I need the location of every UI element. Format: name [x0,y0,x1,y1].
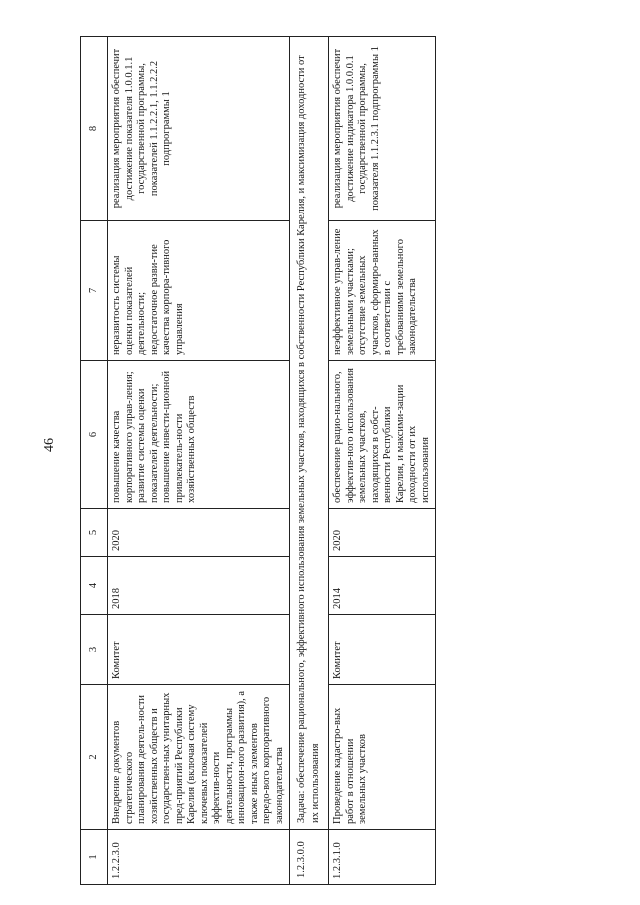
col-header: 4 [81,557,108,615]
row-name: Проведение кадастро-вых работ в отношении земельных участков [329,685,436,830]
table-row [108,37,290,885]
row-code: 1.2.3.1.0 [329,830,436,885]
row-code: 1.2.2.3.0 [108,830,290,885]
row-start-year: 2014 [329,557,436,615]
col-header: 1 [81,830,108,885]
col-header: 7 [81,221,108,361]
row-executor: Комитет [108,615,290,685]
row-end-year: 2020 [108,509,290,557]
row-end-year: 2020 [329,509,436,557]
col-header: 2 [81,685,108,830]
header-row [81,37,108,885]
row-name: Внедрение документов стратегического планирования деятель-ности хозяйственных обществ и государствен-ных унитарных пред-приятий Республики Карелия (включая систему ключевых показателей эффектив-ности деятельности, программы инновацион-ного развития), а также иных элементов передо-вого корпоративного законодательства [108,685,290,830]
col-header: 3 [81,615,108,685]
table-sheet [80,37,431,885]
table-row [329,37,436,885]
row-link: реализация мероприятия обеспечит достижение индикатора 1.0.0.0.1 государственной программы, показателя 1.1.2.3.1 подпрограммы 1 [329,37,436,221]
task-text: Задача: обеспечение рационального, эффективного использования земельных участков, находящихся в собственности Республики Карелия, и максимизация доходности от их использования [290,37,329,830]
program-table [80,36,436,885]
page-number: 46 [42,438,57,452]
task-row [290,37,329,885]
col-header: 8 [81,37,108,221]
row-result: обеспечение рацио-нального, эффектив-ного использования земельных участков, находящихся в собст-венности Республики Карелия, и максими-зации доходности от их использования [329,361,436,509]
row-result: повышение качества корпоративного управ-ления; развитие системы оценки показателей деятельности; повышение инвести-ционной привлекатель-ности хозяйственных обществ [108,361,290,509]
task-code: 1.2.3.0.0 [290,830,329,885]
col-header: 5 [81,509,108,557]
row-start-year: 2018 [108,557,290,615]
row-executor: Комитет [329,615,436,685]
row-risks: неэффективное управ-ление земельными участками; отсутствие земельных участков, сформиро-ванных в соответствии с требованиями земельного законодательства [329,221,436,361]
row-risks: неразвитость системы оценки показателей деятельности; недостаточное разви-тие качества корпора-тивного управления [108,221,290,361]
row-link: реализация мероприятия обеспечит достижение показателя 1.0.0.1.1 государственной программы, показателей 1.1.2.2.1, 1.1.2.2.2 подпрограммы 1 [108,37,290,221]
col-header: 6 [81,361,108,509]
